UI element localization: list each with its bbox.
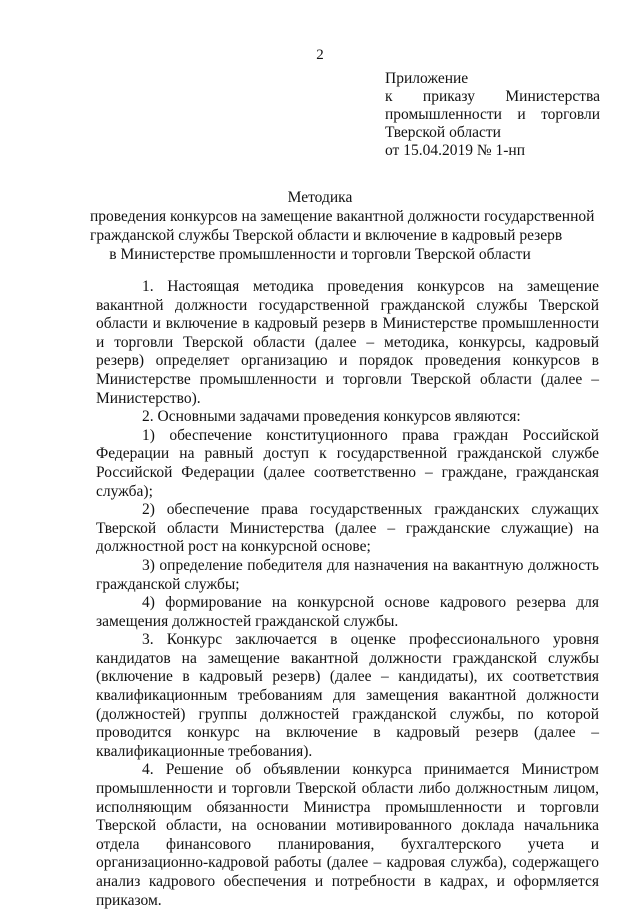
document-subtitle-line: в Министерстве промышленности и торговли Тверской области [109, 246, 531, 263]
appendix-word: приказу [422, 88, 475, 105]
document-subtitle-line: гражданской службы Тверской области и включение в кадровый резерв [90, 227, 563, 244]
paragraph-2: 2. Основными задачами проведения конкурсов являются: [142, 408, 521, 426]
appendix-block [385, 70, 600, 160]
appendix-word: к [385, 88, 393, 105]
paragraph-4: 4. Решение об объявлении конкурса принимается Министром промышленности и торговли Тверской области либо должностным лицом, исполняющим обязанности Министра промышленности и торговли Тверской области, на основании мотивированного доклада начальника отдела финансового планирования, бухгалтерского учета и организационно-кадровой работы (далее – кадровая служба), содержащего анализ кадрового обеспечения и потребности в кадрах, и оформляется приказом. [96, 761, 599, 909]
paragraph-2-item-4: 4) формирование на конкурсной основе кадрового резерва для замещения должностей гражданской службы. [96, 594, 599, 630]
paragraph-2-item-3: 3) определение победителя для назначения на вакантную должность гражданской службы; [96, 556, 599, 593]
paragraph-2-item-2: 2) обеспечение права государственных гражданских служащих Тверской области Министерства (далее – гражданские служащие) на должностной рост на конкурсной основе; [96, 501, 599, 556]
paragraph-2-item-1: 1) обеспечение конституционного права граждан Российской Федерации на равный доступ к государственной гражданской службе Российской Федерации (далее соответственно – граждане, гражданская служба); [96, 426, 599, 500]
appendix-line-4: Тверской области [385, 124, 501, 141]
appendix-line-2 [385, 88, 600, 106]
appendix-word: Министерства [505, 88, 600, 105]
appendix-word: торговли [541, 106, 600, 123]
appendix-word: и [517, 106, 526, 123]
paragraph-3: 3. Конкурс заключается в оценке профессионального уровня кандидатов на замещение вакантной должности гражданской службы (включение в кадровый резерв) (далее – кандидаты), их соответствия квалификационным требованиям для замещения вакантной должности (должностей) группы должностей гражданской службы, по которой проводится конкурс на включение в кадровый резерв (далее – квалификационные требования). [96, 631, 599, 760]
document-heading: Методика [287, 189, 353, 206]
appendix-word: промышленности [385, 106, 502, 123]
document-subtitle-line: проведения конкурсов на замещение вакантной должности государственной [90, 208, 595, 225]
document-body [96, 278, 599, 910]
appendix-date-number: от 15.04.2019 № 1-нп [385, 142, 525, 159]
appendix-line-3 [385, 106, 600, 124]
document-title-block [90, 188, 595, 264]
appendix-title: Приложение [385, 70, 469, 87]
paragraph-1: 1. Настоящая методика проведения конкурсов на замещение вакантной должности государственной гражданской службы Тверской области и включение в кадровый резерв в Министерстве промышленности и торговли Тверской области (далее – методика, конкурсы, кадровый резерв) определяет организацию и порядок проведения конкурсов в Министерстве промышленности и торговли Тверской области (далее – Министерство). [96, 278, 599, 407]
page-number: 2 [316, 47, 324, 63]
